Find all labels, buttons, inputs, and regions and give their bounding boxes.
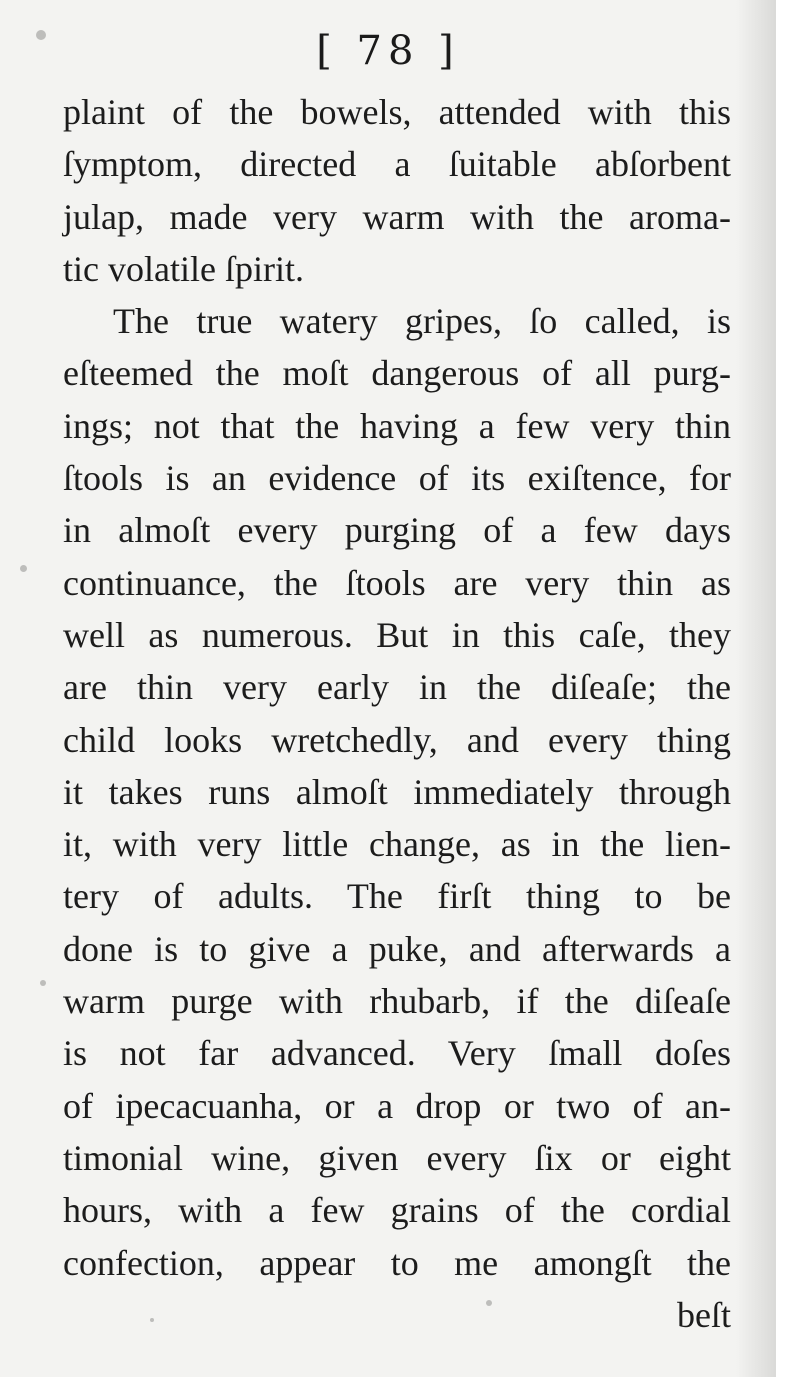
- text-line: child looks wretchedly, and every thing: [63, 719, 731, 760]
- text-line: tery of adults. The firſt thing to be: [63, 876, 731, 917]
- page-edge-shadow: [736, 0, 776, 1377]
- text-line: hours, with a few grains of the cordial: [63, 1190, 731, 1231]
- text-line: ings; not that the having a few very thin: [63, 405, 731, 446]
- paragraph-start-line: The true watery gripes, ſo called, is: [113, 301, 731, 342]
- paper-speck: [20, 565, 27, 572]
- text-line: ſymptom, directed a ſuitable abſorbent: [63, 144, 731, 185]
- text-line: tic volatile ſpirit.: [63, 248, 304, 289]
- paper-speck: [36, 30, 46, 40]
- page-number-header: [ 78 ]: [316, 28, 460, 74]
- text-line: eſteemed the moſt dangerous of all purg-: [63, 353, 731, 394]
- catchword: beſt: [677, 1294, 731, 1335]
- text-line: ſtools is an evidence of its exiſtence, for: [63, 458, 731, 499]
- text-line: done is to give a puke, and afterwards a: [63, 928, 731, 969]
- text-line: continuance, the ſtools are very thin as: [63, 562, 731, 603]
- text-line: of ipecacuanha, or a drop or two of an-: [63, 1085, 731, 1126]
- text-line: it takes runs almoſt immediately through: [63, 771, 731, 812]
- text-line: julap, made very warm with the aroma-: [63, 196, 731, 237]
- paper-speck: [486, 1300, 492, 1306]
- text-line: it, with very little change, as in the lien-: [63, 824, 731, 865]
- text-line: in almoſt every purging of a few days: [63, 510, 731, 551]
- text-line: warm purge with rhubarb, if the diſeaſe: [63, 981, 731, 1022]
- paper-speck: [40, 980, 46, 986]
- text-line: confection, appear to me amongſt the: [63, 1242, 731, 1283]
- text-line: well as numerous. But in this caſe, they: [63, 614, 731, 655]
- text-line: are thin very early in the diſeaſe; the: [63, 667, 731, 708]
- text-line: plaint of the bowels, attended with this: [63, 92, 731, 132]
- text-line: is not far advanced. Very ſmall doſes: [63, 1033, 731, 1074]
- paper-speck: [150, 1318, 154, 1322]
- body-text: [63, 86, 731, 1341]
- text-line: timonial wine, given every ſix or eight: [63, 1137, 731, 1178]
